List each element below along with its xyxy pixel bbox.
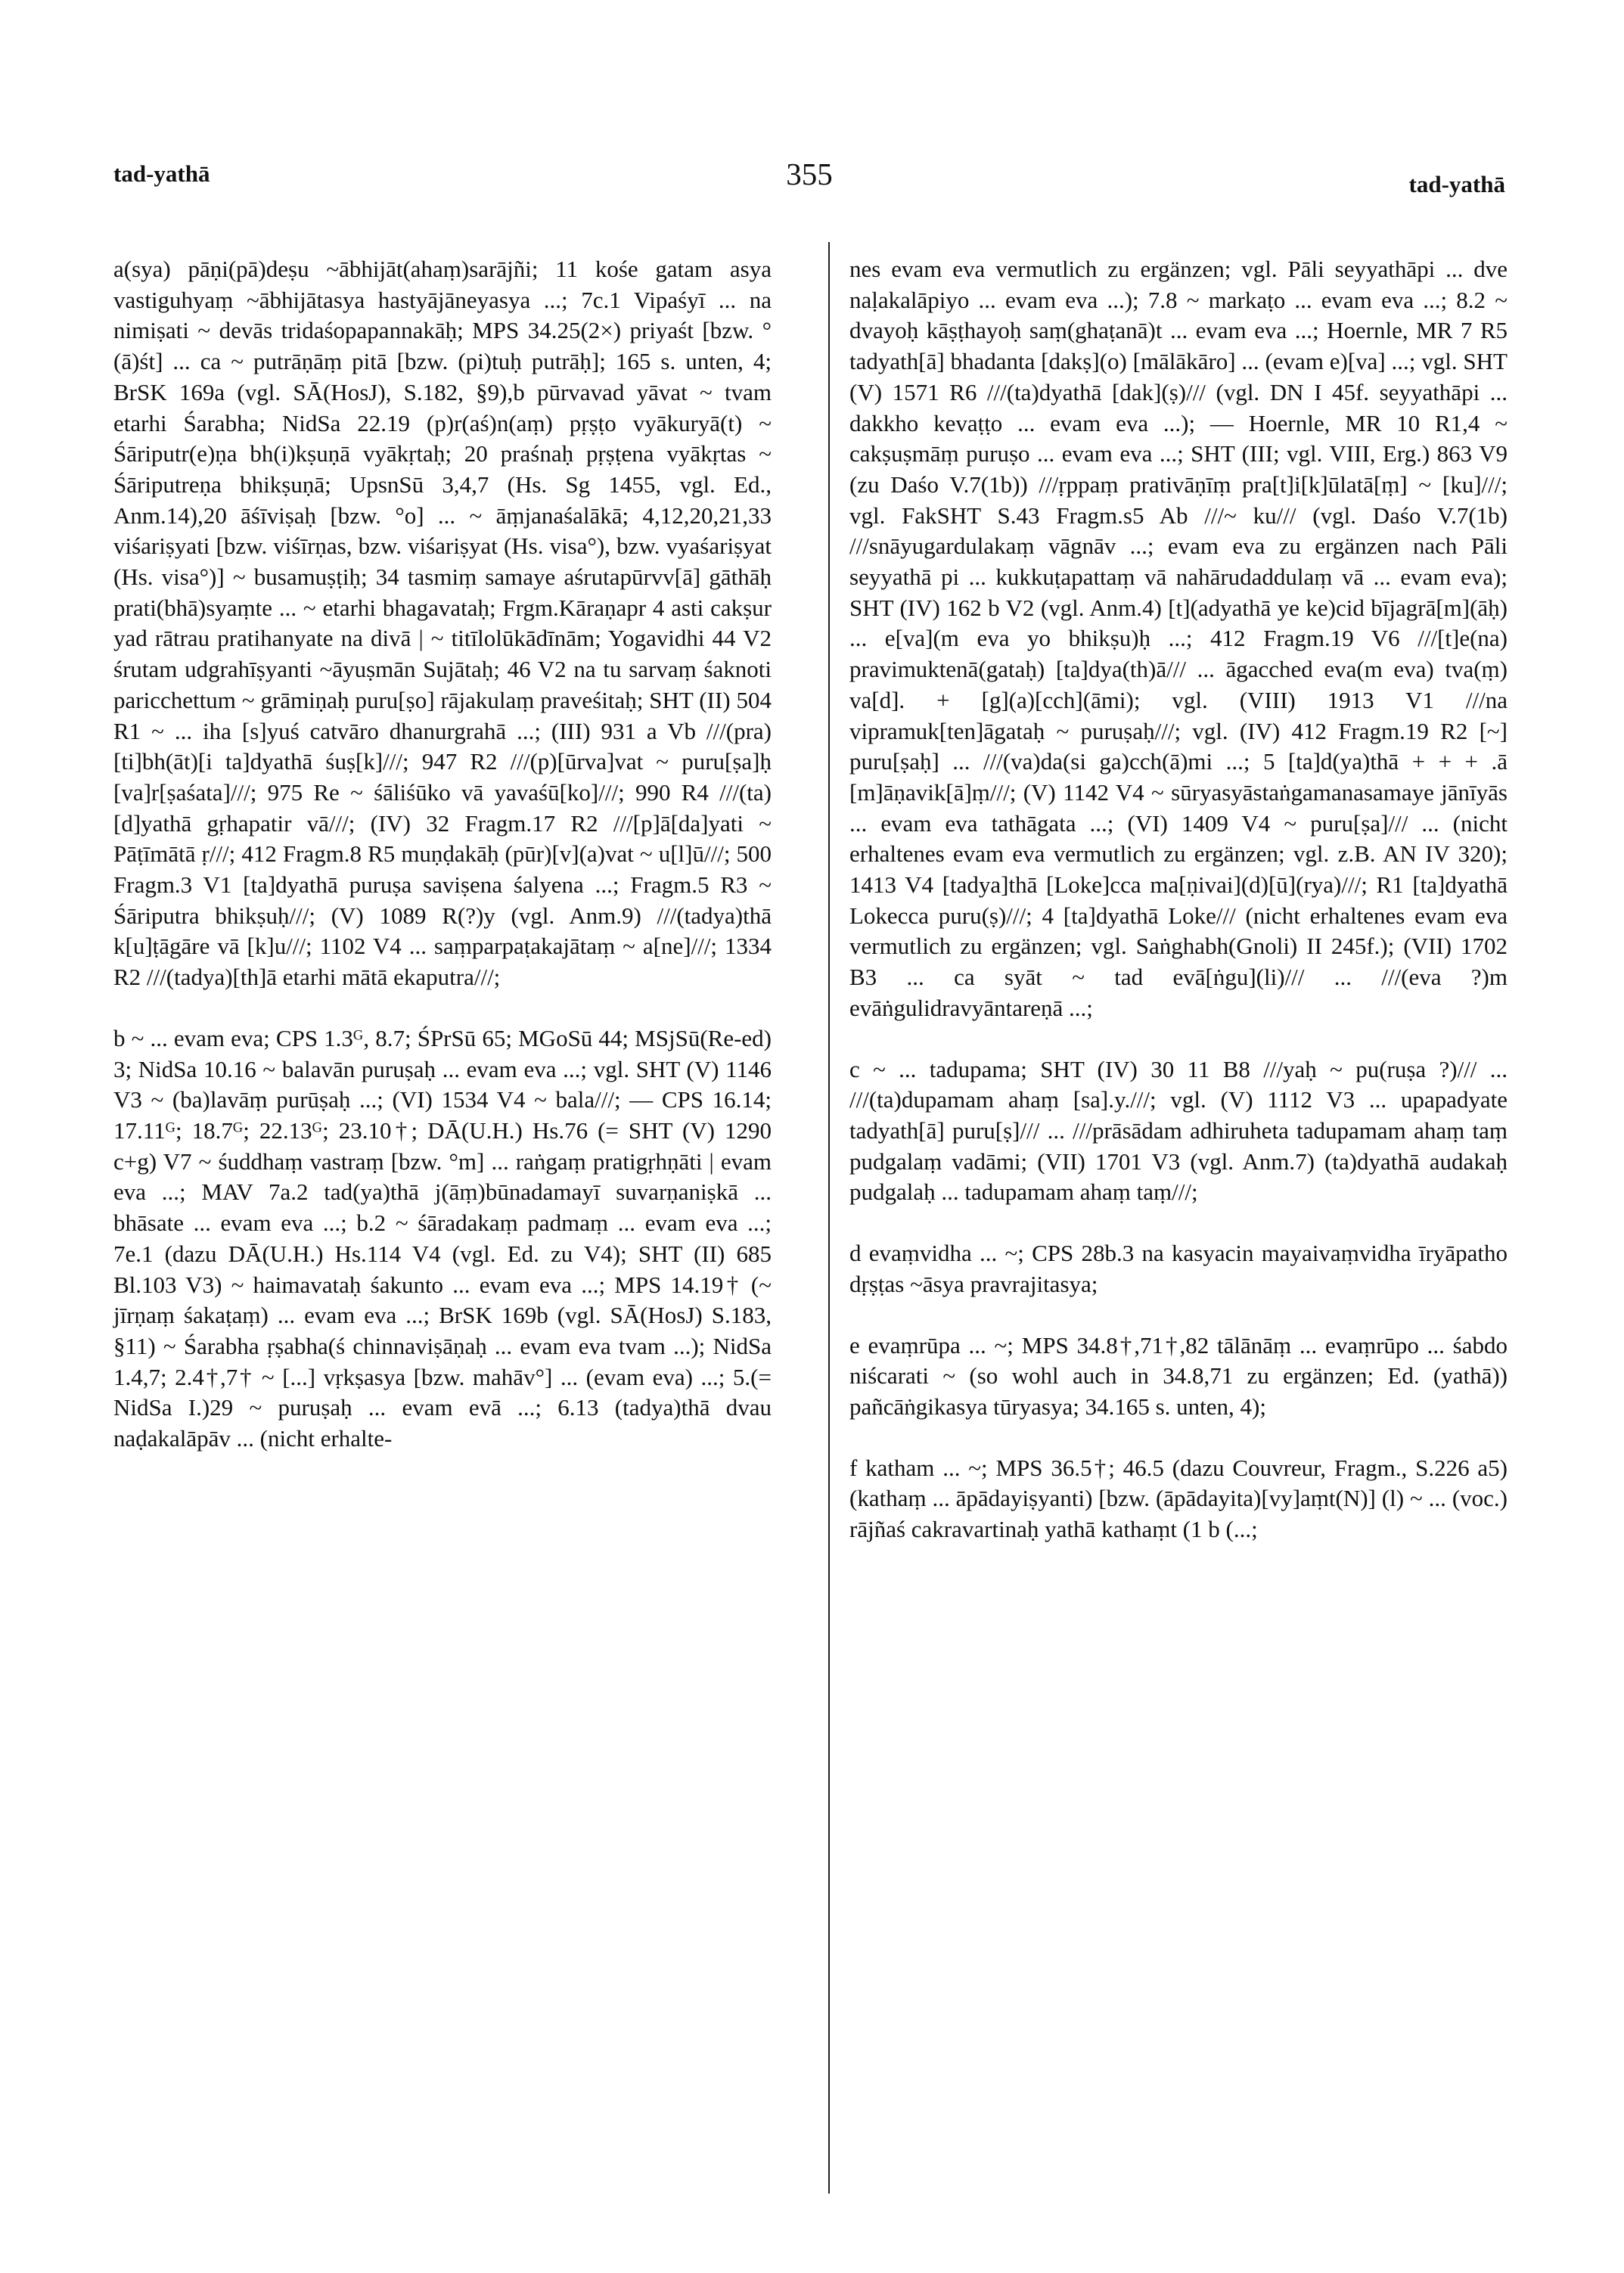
entry-e-paragraph: e evaṃrūpa ... ~; MPS 34.8†,71†,82 tālānāṃ ... evaṃrūpo ... śabdo niścarati ~ (so wohl auch in 34.8,71 zu ergänzen; Ed. (yathā)) pañcāṅgikasya tūryasya; 34.165 s. unten, 4); [849,1331,1508,1420]
entry-d-paragraph: d evaṃvidha ... ~; CPS 28b.3 na kasyacin mayaivaṃvidha īryāpatho dṛṣṭas ~āsya pravrajitasya; [849,1240,1508,1297]
entry-a-continuation: nes evam eva vermutlich zu ergänzen; vgl. Pāli seyyathāpi ... dve naḷakalāpiyo ... evam eva ...); 7.8 ~ markaṭo ... evam eva ...; 8.2 ~ dvayoḥ kāṣṭhayoḥ saṃ(ghaṭanā)t ... evam eva ...; Hoernle, MR 7 R5 tadyath[ā] bhadanta [dakṣ](o) [mālākāro] ... (evam e)[va] ...; vgl. SHT (V) 1571 R6 ///(ta)dyathā [dak](ṣ)/// (vgl. DN I 45f. seyyathāpi ... dakkho kevaṭṭo ... evam eva ...); — Hoernle, MR 10 R1,4 ~ cakṣuṣmāṃ puruṣo ... evam eva ...; SHT (III; vgl. VIII, Erg.) 863 V9 (zu Daśo V.7(1b)) ///ṛppaṃ prativāṇīṃ pra[t]i[k]ūlatā[ṃ] ~ [ku]///; vgl. FakSHT S.43 Fragm.s5 Ab ///~ ku/// (vgl. Daśo V.7(1b) ///snāyugardulakaṃ vāgnāv ...; evam eva zu ergänzen nach Pāli seyyathā pi ... kukkuṭapattaṃ vā nahārudaddulaṃ vā ... evam eva); SHT (IV) 162 b V2 (vgl. Anm.4) [t](adyathā ye ke)cid bījagrā[m](āḥ) ... e[va](m eva yo bhikṣu)ḥ ...; 412 Fragm.19 V6 ///[t]e(na) pravimuktenā(gataḥ) [ta]dya(th)ā/// ... āgacched eva(m eva) tva(ṃ) va[d]. + [g](a)[cch](āmi); vgl. (VIII) 1913 V1 ///na vipramuk[ten]āgataḥ ~ puruṣaḥ///; vgl. (IV) 412 Fragm.19 R2 [~] puru[ṣaḥ] ... ///(va)da(si ga)cch(ā)mi ...; 5 [ta]d(ya)thā + + + .ā [m]āṇavik[ā]ṃ///; (V) 1142 V4 ~ sūryasyāstaṅgamanasamaye jānīyās ... evam eva tathāgata ...; (VI) 1409 V4 ~ puru[ṣa]/// ... (nicht erhaltenes evam eva vermutlich zu ergänzen; vgl. z.B. AN IV 320); 1413 V4 [tadya]thā [Loke]cca ma[ṇivai](d)[ū](rya)///; R1 [ta]dyathā Lokecca puru(ṣ)///; 4 [ta]dyathā Loke/// (nicht erhaltenes evam eva vermutlich zu ergänzen; vgl. Saṅghabh(Gnoli) II 245f.); (VII) 1702 B3 ... ca syāt ~ tad evā[ṅgu](li)/// ... ///(eva ?)m evāṅgulidravyāntareṇā ...; [849,256,1508,1021]
entry-c-paragraph: c ~ ... tadupama; SHT (IV) 30 11 B8 ///yaḥ ~ pu(ruṣa ?)/// ... ///(ta)dupamam ahaṃ [sa].y.///; vgl. (V) 1112 V3 ... upapadyate tadyath[ā] puru[ṣ]/// ... ///prāsādam adhiruheta tadupamam ahaṃ taṃ pudgalaṃ vadāmi; (VII) 1701 V3 (vgl. Anm.7) (ta)dyathā audakaḥ pudgalaḥ ... tadupamam ahaṃ taṃ///; [849,1055,1508,1206]
page-header [113,157,1505,206]
header-left-catchword: tad-yathā [113,160,210,187]
entry-b-paragraph: b ~ ... evam eva; CPS 1.3ᴳ, 8.7; ŚPrSū 65; MGoSū 44; MSjSū(Re-ed) 3; NidSa 10.16 ~ balavān puruṣaḥ ... evam eva ...; vgl. SHT (V) 1146 V3 ~ (ba)lavāṃ purūṣaḥ ...; (VI) 1534 V4 ~ bala///; — CPS 16.14; 17.11ᴳ; 18.7ᴳ; 22.13ᴳ; 23.10†; DĀ(U.H.) Hs.76 (= SHT (V) 1290 c+g) V7 ~ śuddhaṃ vastraṃ [bzw. °m] ... raṅgaṃ pratigṛhṇāti | evam eva ...; MAV 7a.2 tad(ya)thā j(āṃ)būnadamayī suvarṇaniṣkā ... bhāsate ... evam eva ...; b.2 ~ śāradakaṃ padmaṃ ... evam eva ...; 7e.1 (dazu DĀ(U.H.) Hs.114 V4 (vgl. Ed. zu V4); SHT (II) 685 Bl.103 V3) ~ haimavataḥ śakunto ... evam eva ...; MPS 14.19† (~ jīrṇaṃ śakaṭaṃ) ... evam eva ...; BrSK 169b (vgl. SĀ(HosJ) S.183, §11) ~ Śarabha ṛṣabha(ś chinnaviṣāṇaḥ ... evam eva tvam ...); NidSa 1.4,7; 2.4†,7† ~ [...] vṛkṣasya [bzw. mahāv°] ... (evam eva) ...; 5.(= NidSa I.)29 ~ puruṣaḥ ... evam evā ...; 6.13 (tadya)thā dvau naḍakalāpāv ... (nicht erhalte- [113,1024,772,1452]
header-right-catchword: tad-yathā [1408,171,1505,197]
page-number: 355 [786,157,833,191]
entry-a-paragraph: a(sya) pāṇi(pā)deṣu ~ābhijāt(ahaṃ)sarājñi; 11 kośe gatam asya vastiguhyaṃ ~ābhijātasya hastyājāneyasya ...; 7c.1 Vipaśyī ... na nimiṣati ~ devās tridaśopapannakāḥ; MPS 34.25(2×) priyaśt [bzw. °(ā)śt] ... ca ~ putrāṇāṃ pitā [bzw. (pi)tuḥ putrāḥ]; 165 s. unten, 4; BrSK 169a (vgl. SĀ(HosJ), S.182, §9),b pūrvavad yāvat ~ tvam etarhi Śarabha; NidSa 22.19 (p)r(aś)n(aṃ) pṛṣṭo vyākuryā(t) ~ Śāriputr(e)ṇa bh(i)kṣuṇā vyākṛtaḥ; 20 praśnaḥ pṛṣṭena vyākṛtas ~ Śāriputreṇa bhikṣuṇā; UpsnSū 3,4,7 (Hs. Sg 1455, vgl. Ed., Anm.14),20 āśīviṣaḥ [bzw. °o] ... ~ āṃjanaśalākā; 4,12,20,21,33 viśariṣyati [bzw. viśīrṇas, bzw. viśariṣyat (Hs. visa°), bzw. vyaśariṣyat (Hs. visa°)] ~ busamuṣṭiḥ; 34 tasmiṃ samaye aśrutapūrvv[ā] gāthāḥ prati(bhā)syaṃte ... ~ etarhi bhagavataḥ; Frgm.Kāraṇapr 4 asti cakṣur yad rātrau pratihanyate na divā | ~ titīlolūkādīnām; Yogavidhi 44 V2 śrutam udgrahīṣyanti ~āyuṣmān Sujātaḥ; 46 V2 na tu sarvaṃ śaknoti paricchettum ~ grāmiṇaḥ puru[ṣo] rājakulaṃ praveśitaḥ; SHT (II) 504 R1 ~ ... iha [s]yuś catvāro dhanurgrahā ...; (III) 931 a Vb ///(pra)[ti]bh(āt)[i ta]dyathā śuṣ[k]///; 947 R2 ///(p)[ūrva]vat ~ puru[ṣa]ḥ [va]r[ṣaśata]///; 975 Re ~ śāliśūko vā yavaśū[ko]///; 990 R4 ///(ta)[d]yathā gṛhapatir vā///; (IV) 32 Fragm.17 R2 ///[p]ā[da]yati ~ Pāṭīmātā ṛ///; 412 Fragm.8 R5 muṇḍakāḥ (pūr)[v](a)vat ~ u[l]ū///; 500 Fragm.3 V1 [ta]dyathā puruṣa saviṣena śalyena ...; Fragm.5 R3 ~ Śāriputra bhikṣuḥ///; (V) 1089 R(?)y (vgl. Anm.9) ///(tadya)thā k[u]ṭāgāre vā [k]u///; 1102 V4 ... saṃparpaṭakajātaṃ ~ a[ne]///; 1334 R2 ///(tadya)[th]ā etarhi mātā ekaputra///; [113,256,772,991]
column-divider [828,242,830,2194]
right-column [849,254,1508,1576]
left-column [113,254,772,1485]
entry-f-paragraph: f katham ... ~; MPS 36.5†; 46.5 (dazu Couvreur, Fragm., S.226 a5) (kathaṃ ... āpādayiṣyanti) [bzw. (āpādayita)[vy]aṃt(N)] (l) ~ ... (voc.) rājñaś cakravartinaḥ yathā kathaṃt (1 b (...; [849,1454,1508,1543]
